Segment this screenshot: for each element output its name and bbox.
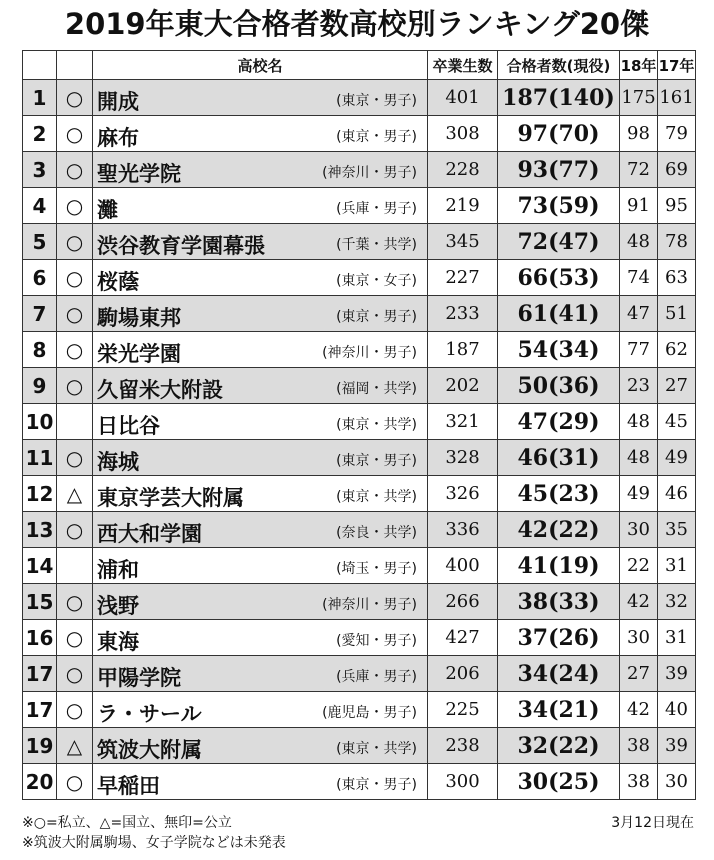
table-row <box>23 224 696 260</box>
passers-cell <box>498 476 620 512</box>
page-title: 2019年東大合格者数高校別ランキング20傑 <box>64 7 650 41</box>
school-name: 栄光学園 <box>97 342 181 366</box>
passers-2018-cell: 38 <box>620 764 658 800</box>
passers-cell <box>498 404 620 440</box>
school-name: 東海 <box>97 630 139 654</box>
passers-2018-cell: 48 <box>620 224 658 260</box>
school-name: 西大和学園 <box>97 522 202 546</box>
passers-current: (59) <box>548 192 600 219</box>
passers-2017-cell: 69 <box>658 152 696 188</box>
ranking-table <box>22 50 696 800</box>
passers-2017-cell: 161 <box>658 80 696 116</box>
rank-cell: 2 <box>23 116 57 152</box>
graduates-cell: 300 <box>428 764 498 800</box>
school-name: 桜蔭 <box>97 270 139 294</box>
passers-total: 30 <box>517 768 549 795</box>
passers-2018-cell: 38 <box>620 728 658 764</box>
rank-cell: 8 <box>23 332 57 368</box>
graduates-cell: 228 <box>428 152 498 188</box>
passers-cell <box>498 260 620 296</box>
school-cell <box>93 764 428 800</box>
school-type-mark: ○ <box>57 764 93 800</box>
school-cell <box>93 584 428 620</box>
school-region: (兵庫・男子) <box>336 201 417 217</box>
graduates-cell: 328 <box>428 440 498 476</box>
school-name: ラ・サール <box>97 702 202 726</box>
as-of-date: 3月12日現在 <box>611 815 694 831</box>
graduates-cell: 326 <box>428 476 498 512</box>
passers-current: (23) <box>548 480 600 507</box>
passers-current: (36) <box>548 372 600 399</box>
header-graduates: 卒業生数 <box>428 51 498 80</box>
table-row <box>23 296 696 332</box>
table-row <box>23 80 696 116</box>
table-row <box>23 656 696 692</box>
graduates-cell: 401 <box>428 80 498 116</box>
table-row <box>23 332 696 368</box>
passers-current: (26) <box>548 624 600 651</box>
school-cell <box>93 728 428 764</box>
rank-cell: 17 <box>23 656 57 692</box>
passers-total: 41 <box>517 552 549 579</box>
school-region: (福岡・共学) <box>336 381 417 397</box>
graduates-cell: 225 <box>428 692 498 728</box>
school-name: 浦和 <box>97 558 139 582</box>
passers-cell <box>498 224 620 260</box>
school-name: 筑波大附属 <box>97 738 202 762</box>
passers-current: (140) <box>548 84 615 111</box>
passers-current: (34) <box>548 336 600 363</box>
graduates-cell: 400 <box>428 548 498 584</box>
passers-2017-cell: 39 <box>658 656 696 692</box>
graduates-cell: 202 <box>428 368 498 404</box>
graduates-cell: 233 <box>428 296 498 332</box>
passers-current: (41) <box>548 300 600 327</box>
header-2017: 17年 <box>658 51 696 80</box>
passers-total: 93 <box>517 156 549 183</box>
school-name: 駒場東邦 <box>97 306 181 330</box>
passers-2017-cell: 79 <box>658 116 696 152</box>
passers-current: (24) <box>548 660 600 687</box>
passers-2017-cell: 32 <box>658 584 696 620</box>
passers-cell <box>498 152 620 188</box>
table-row <box>23 548 696 584</box>
school-type-mark: ○ <box>57 368 93 404</box>
passers-current: (19) <box>548 552 600 579</box>
school-cell <box>93 656 428 692</box>
school-cell <box>93 80 428 116</box>
passers-cell <box>498 512 620 548</box>
passers-current: (70) <box>548 120 600 147</box>
school-cell <box>93 260 428 296</box>
school-region: (東京・男子) <box>336 129 417 145</box>
rank-cell: 20 <box>23 764 57 800</box>
rank-cell: 15 <box>23 584 57 620</box>
passers-cell <box>498 548 620 584</box>
header-row <box>23 51 696 80</box>
school-region: (鹿児島・男子) <box>322 705 417 721</box>
school-type-mark: ○ <box>57 692 93 728</box>
passers-2018-cell: 72 <box>620 152 658 188</box>
school-cell <box>93 116 428 152</box>
passers-total: 47 <box>517 408 549 435</box>
unannounced-note: ※筑波大附属駒場、女子学院などは未発表 <box>22 835 286 851</box>
passers-current: (47) <box>548 228 600 255</box>
passers-total: 61 <box>517 300 549 327</box>
school-type-mark: ○ <box>57 440 93 476</box>
rank-cell: 11 <box>23 440 57 476</box>
graduates-cell: 308 <box>428 116 498 152</box>
graduates-cell: 266 <box>428 584 498 620</box>
passers-2017-cell: 51 <box>658 296 696 332</box>
school-cell <box>93 404 428 440</box>
school-cell <box>93 620 428 656</box>
school-type-mark: ○ <box>57 80 93 116</box>
passers-2018-cell: 48 <box>620 404 658 440</box>
passers-2017-cell: 62 <box>658 332 696 368</box>
school-name: 麻布 <box>97 126 139 150</box>
passers-cell <box>498 656 620 692</box>
graduates-cell: 321 <box>428 404 498 440</box>
header-passers: 合格者数(現役) <box>498 51 620 80</box>
rank-cell: 3 <box>23 152 57 188</box>
passers-2018-cell: 49 <box>620 476 658 512</box>
passers-2018-cell: 27 <box>620 656 658 692</box>
passers-current: (29) <box>548 408 600 435</box>
rank-cell: 1 <box>23 80 57 116</box>
passers-total: 45 <box>517 480 549 507</box>
passers-cell <box>498 80 620 116</box>
school-region: (埼玉・男子) <box>336 561 417 577</box>
passers-cell <box>498 620 620 656</box>
passers-2017-cell: 31 <box>658 548 696 584</box>
table-row <box>23 584 696 620</box>
passers-2018-cell: 30 <box>620 512 658 548</box>
passers-2017-cell: 40 <box>658 692 696 728</box>
passers-cell <box>498 728 620 764</box>
passers-total: 34 <box>517 660 549 687</box>
school-name: 浅野 <box>97 594 139 618</box>
school-region: (愛知・男子) <box>336 633 417 649</box>
passers-cell <box>498 188 620 224</box>
passers-total: 46 <box>517 444 549 471</box>
school-type-mark: ○ <box>57 296 93 332</box>
passers-current: (53) <box>548 264 600 291</box>
school-region: (千葉・共学) <box>336 237 417 253</box>
school-region: (神奈川・男子) <box>322 165 417 181</box>
passers-2018-cell: 77 <box>620 332 658 368</box>
table-row <box>23 188 696 224</box>
passers-2018-cell: 30 <box>620 620 658 656</box>
rank-cell: 5 <box>23 224 57 260</box>
graduates-cell: 336 <box>428 512 498 548</box>
school-region: (奈良・共学) <box>336 525 417 541</box>
rank-cell: 19 <box>23 728 57 764</box>
passers-current: (77) <box>548 156 600 183</box>
school-type-mark: ○ <box>57 188 93 224</box>
table-row <box>23 476 696 512</box>
passers-cell <box>498 584 620 620</box>
table-row <box>23 440 696 476</box>
school-region: (東京・共学) <box>336 741 417 757</box>
passers-cell <box>498 368 620 404</box>
header-blank-rank <box>23 51 57 80</box>
rank-cell: 4 <box>23 188 57 224</box>
passers-total: 34 <box>517 696 549 723</box>
passers-2017-cell: 39 <box>658 728 696 764</box>
school-cell <box>93 512 428 548</box>
passers-current: (21) <box>548 696 600 723</box>
passers-2017-cell: 46 <box>658 476 696 512</box>
rank-cell: 16 <box>23 620 57 656</box>
graduates-cell: 238 <box>428 728 498 764</box>
passers-total: 66 <box>517 264 549 291</box>
passers-total: 42 <box>517 516 549 543</box>
rank-cell: 17 <box>23 692 57 728</box>
passers-2018-cell: 22 <box>620 548 658 584</box>
school-name: 日比谷 <box>97 414 160 438</box>
school-type-mark <box>57 404 93 440</box>
rank-cell: 7 <box>23 296 57 332</box>
school-region: (兵庫・男子) <box>336 669 417 685</box>
ranking-body <box>23 80 696 800</box>
rank-cell: 14 <box>23 548 57 584</box>
school-type-mark: ○ <box>57 584 93 620</box>
passers-2017-cell: 63 <box>658 260 696 296</box>
passers-2018-cell: 74 <box>620 260 658 296</box>
school-name: 甲陽学院 <box>97 666 181 690</box>
passers-2017-cell: 95 <box>658 188 696 224</box>
table-row <box>23 116 696 152</box>
school-name: 聖光学院 <box>97 162 181 186</box>
passers-2018-cell: 48 <box>620 440 658 476</box>
school-name: 渋谷教育学園幕張 <box>97 234 265 258</box>
passers-2018-cell: 42 <box>620 584 658 620</box>
passers-total: 187 <box>502 84 549 111</box>
passers-2017-cell: 27 <box>658 368 696 404</box>
passers-2017-cell: 45 <box>658 404 696 440</box>
rank-cell: 10 <box>23 404 57 440</box>
graduates-cell: 345 <box>428 224 498 260</box>
passers-2018-cell: 175 <box>620 80 658 116</box>
passers-2017-cell: 78 <box>658 224 696 260</box>
school-cell <box>93 152 428 188</box>
header-school: 高校名 <box>93 51 428 80</box>
school-type-mark: ○ <box>57 260 93 296</box>
passers-current: (33) <box>548 588 600 615</box>
school-cell <box>93 692 428 728</box>
header-blank-mark <box>57 51 93 80</box>
table-row <box>23 512 696 548</box>
school-name: 早稲田 <box>97 774 160 798</box>
passers-2018-cell: 23 <box>620 368 658 404</box>
passers-cell <box>498 764 620 800</box>
school-name: 海城 <box>97 450 139 474</box>
passers-current: (25) <box>548 768 600 795</box>
passers-total: 97 <box>517 120 549 147</box>
school-name: 開成 <box>97 90 139 114</box>
school-cell <box>93 440 428 476</box>
passers-cell <box>498 332 620 368</box>
school-cell <box>93 548 428 584</box>
school-type-mark: ○ <box>57 656 93 692</box>
legend-note: ※○=私立、△=国立、無印=公立 <box>22 815 232 831</box>
school-cell <box>93 476 428 512</box>
school-region: (神奈川・男子) <box>322 345 417 361</box>
school-type-mark: ○ <box>57 332 93 368</box>
school-region: (神奈川・男子) <box>322 597 417 613</box>
passers-2018-cell: 98 <box>620 116 658 152</box>
passers-cell <box>498 692 620 728</box>
school-type-mark: ○ <box>57 152 93 188</box>
rank-cell: 12 <box>23 476 57 512</box>
school-type-mark: ○ <box>57 116 93 152</box>
school-region: (東京・男子) <box>336 453 417 469</box>
graduates-cell: 227 <box>428 260 498 296</box>
passers-cell <box>498 116 620 152</box>
school-cell <box>93 332 428 368</box>
school-name: 久留米大附設 <box>97 378 223 402</box>
graduates-cell: 219 <box>428 188 498 224</box>
school-cell <box>93 368 428 404</box>
passers-2018-cell: 42 <box>620 692 658 728</box>
header-2018: 18年 <box>620 51 658 80</box>
table-row <box>23 728 696 764</box>
passers-2017-cell: 35 <box>658 512 696 548</box>
passers-total: 73 <box>517 192 549 219</box>
table-row <box>23 692 696 728</box>
passers-2018-cell: 91 <box>620 188 658 224</box>
rank-cell: 6 <box>23 260 57 296</box>
table-row <box>23 764 696 800</box>
school-type-mark: △ <box>57 476 93 512</box>
school-type-mark <box>57 548 93 584</box>
passers-current: (31) <box>548 444 600 471</box>
school-region: (東京・男子) <box>336 309 417 325</box>
passers-cell <box>498 440 620 476</box>
graduates-cell: 206 <box>428 656 498 692</box>
passers-2017-cell: 30 <box>658 764 696 800</box>
school-type-mark: ○ <box>57 620 93 656</box>
graduates-cell: 427 <box>428 620 498 656</box>
passers-total: 32 <box>517 732 549 759</box>
school-cell <box>93 188 428 224</box>
table-row <box>23 368 696 404</box>
school-name: 灘 <box>97 198 118 222</box>
passers-2017-cell: 31 <box>658 620 696 656</box>
school-region: (東京・共学) <box>336 489 417 505</box>
passers-2017-cell: 49 <box>658 440 696 476</box>
school-type-mark: ○ <box>57 224 93 260</box>
passers-current: (22) <box>548 516 600 543</box>
rank-cell: 13 <box>23 512 57 548</box>
passers-total: 50 <box>517 372 549 399</box>
passers-cell <box>498 296 620 332</box>
school-region: (東京・女子) <box>336 273 417 289</box>
passers-total: 72 <box>517 228 549 255</box>
graduates-cell: 187 <box>428 332 498 368</box>
school-cell <box>93 224 428 260</box>
school-name: 東京学芸大附属 <box>97 486 244 510</box>
passers-total: 37 <box>517 624 549 651</box>
table-row <box>23 620 696 656</box>
passers-current: (22) <box>548 732 600 759</box>
school-type-mark: △ <box>57 728 93 764</box>
school-cell <box>93 296 428 332</box>
passers-total: 54 <box>517 336 549 363</box>
school-type-mark: ○ <box>57 512 93 548</box>
passers-2018-cell: 47 <box>620 296 658 332</box>
table-row <box>23 152 696 188</box>
table-row <box>23 404 696 440</box>
school-region: (東京・共学) <box>336 417 417 433</box>
school-region: (東京・男子) <box>336 777 417 793</box>
table-row <box>23 260 696 296</box>
rank-cell: 9 <box>23 368 57 404</box>
school-region: (東京・男子) <box>336 93 417 109</box>
passers-total: 38 <box>517 588 549 615</box>
